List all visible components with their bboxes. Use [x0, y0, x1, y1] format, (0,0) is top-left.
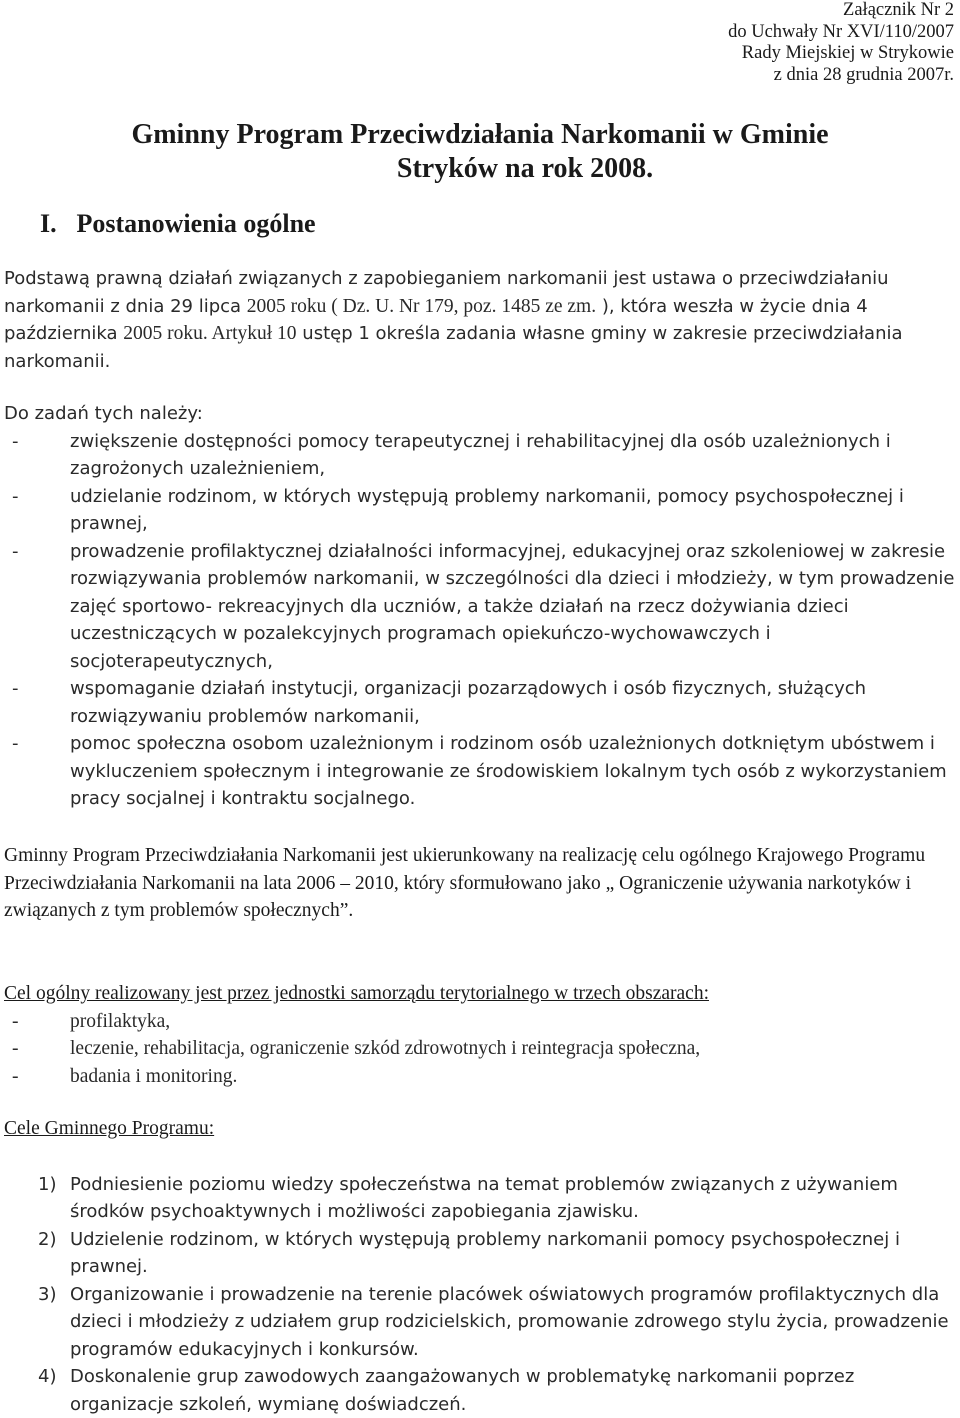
legal-basis-text-b: 2005 roku ( Dz. U. Nr 179, poz. 1485 ze zm.	[247, 296, 596, 317]
legal-basis-text-e: ustęp 1 określa zadania własne gminy w zakresie przeciwdziałania narkomanii.	[4, 323, 903, 372]
legal-basis-text-d: 2005 roku. Artykuł 10	[123, 323, 296, 344]
list-item-text: Podniesienie poziomu wiedzy społeczeństwa na temat problemów związanych z używaniem środków psychoaktywnych i możliwości zapobiegania zjawisku.	[70, 1174, 898, 1223]
list-item	[4, 675, 959, 730]
item-number: 4)	[38, 1363, 56, 1391]
general-goal-block	[4, 980, 959, 1090]
section-title: Postanowienia ogólne	[77, 209, 316, 238]
dash-bullet: -	[12, 483, 19, 511]
dash-bullet: -	[12, 730, 19, 758]
list-item	[4, 428, 959, 483]
annex-line-2: do Uchwały Nr XVI/110/2007	[728, 22, 954, 44]
list-item	[4, 1008, 959, 1036]
program-objectives-header: Cele Gminnego Programu:	[4, 1115, 959, 1143]
item-number: 3)	[38, 1281, 56, 1309]
program-objectives-block	[4, 1115, 959, 1418]
legal-basis-paragraph	[4, 265, 959, 375]
list-item-text: leczenie, rehabilitacja, ograniczenie szkód zdrowotnych i reintegracja społeczna,	[70, 1038, 700, 1059]
list-item-text: udzielanie rodzinom, w których występują problemy narkomanii, pomocy psychospołecznej i prawnej,	[70, 486, 904, 535]
dash-bullet: -	[12, 538, 19, 566]
list-item-text: Doskonalenie grup zawodowych zaangażowanych w problematykę narkomanii poprzez organizacje szkoleń, wymianę doświadczeń.	[70, 1366, 854, 1415]
list-item	[4, 730, 959, 813]
list-item	[4, 538, 959, 676]
dash-bullet: -	[12, 675, 19, 703]
list-item-text: Organizowanie i prowadzenie na terenie placówek oświatowych programów profilaktycznych dla dzieci i młodzieży z udziałem grup rodzicielskich, promowanie zdrowego stylu życia, prowadzenie programów edukacyjnych i konkursów.	[70, 1284, 949, 1360]
general-goal-header: Cel ogólny realizowany jest przez jednostki samorządu terytorialnego w trzech obszarach:	[4, 980, 959, 1008]
list-item	[4, 1063, 959, 1091]
annex-header	[728, 0, 954, 86]
list-item-text: wspomaganie działań instytucji, organizacji pozarządowych i osób fizycznych, służących rozwiązywaniu problemów narkomanii,	[70, 678, 866, 727]
dash-bullet: -	[12, 1035, 19, 1063]
list-item	[4, 1035, 959, 1063]
title-line-2: Stryków na rok 2008.	[0, 152, 960, 186]
list-item	[4, 1363, 959, 1418]
document-title	[0, 118, 960, 186]
dash-bullet: -	[12, 428, 19, 456]
annex-line-3: Rady Miejskiej w Strykowie	[728, 43, 954, 65]
tasks-block	[4, 400, 959, 813]
dash-bullet: -	[12, 1008, 19, 1036]
annex-line-4: z dnia 28 grudnia 2007r.	[728, 65, 954, 87]
tasks-lead: Do zadań tych należy:	[4, 400, 959, 428]
item-number: 2)	[38, 1226, 56, 1254]
list-item	[4, 1226, 959, 1281]
list-item-text: badania i monitoring.	[70, 1066, 237, 1087]
dash-bullet: -	[12, 1063, 19, 1091]
title-line-1: Gminny Program Przeciwdziałania Narkomanii w Gminie	[131, 119, 828, 150]
program-purpose-paragraph: Gminny Program Przeciwdziałania Narkomanii jest ukierunkowany na realizację celu ogólnego Krajowego Programu Przeciwdziałania Narkomanii na lata 2006 – 2010, który sformułowano jako „ Ograniczenie używania narkotyków i związanych z tym problemów społecznych”.	[4, 842, 959, 925]
item-number: 1)	[38, 1171, 56, 1199]
list-item	[4, 483, 959, 538]
list-item-text: prowadzenie profilaktycznej działalności informacyjnej, edukacyjnej oraz szkoleniowej w zakresie rozwiązywania problemów narkomanii, w szczególności dla dzieci i młodzieży, w tym prowadzenie zajęć sportowo- rekreacyjnych dla uczniów, a także działań na rzecz dożywiania dzieci uczestniczących w pozalekcyjnych programach opiekuńczo-wychowawczych i socjoterapeutycznych,	[70, 541, 954, 672]
program-objectives-list	[4, 1171, 959, 1418]
annex-line-1: Załącznik Nr 2	[728, 0, 954, 22]
section-heading	[40, 208, 316, 240]
list-item-text: zwiększenie dostępności pomocy terapeutycznej i rehabilitacyjnej dla osób uzależnionych i zagrożonych uzależnieniem,	[70, 431, 891, 480]
legal-basis-text-a: Podstawą prawną działań związanych z zapobieganiem narkomanii jest ustawa o przeciwdziałaniu narkomanii z dnia 29 lipca	[4, 268, 889, 317]
section-number: I.	[40, 208, 70, 240]
list-item-text: pomoc społeczna osobom uzależnionym i rodzinom osób uzależnionych dotkniętym ubóstwem i wykluczeniem społecznym i integrowanie ze środowiskiem lokalnym tych osób z wykorzystaniem pracy socjalnej i kontraktu socjalnego.	[70, 733, 947, 809]
list-item	[4, 1171, 959, 1226]
general-goal-list	[4, 1008, 959, 1091]
tasks-list	[4, 428, 959, 813]
list-item-text: profilaktyka,	[70, 1011, 170, 1032]
legal-basis-text-c: ), która weszła w życie dnia 4 października	[4, 296, 868, 345]
list-item	[4, 1281, 959, 1364]
list-item-text: Udzielenie rodzinom, w których występują problemy narkomanii pomocy psychospołecznej i prawnej.	[70, 1229, 900, 1278]
